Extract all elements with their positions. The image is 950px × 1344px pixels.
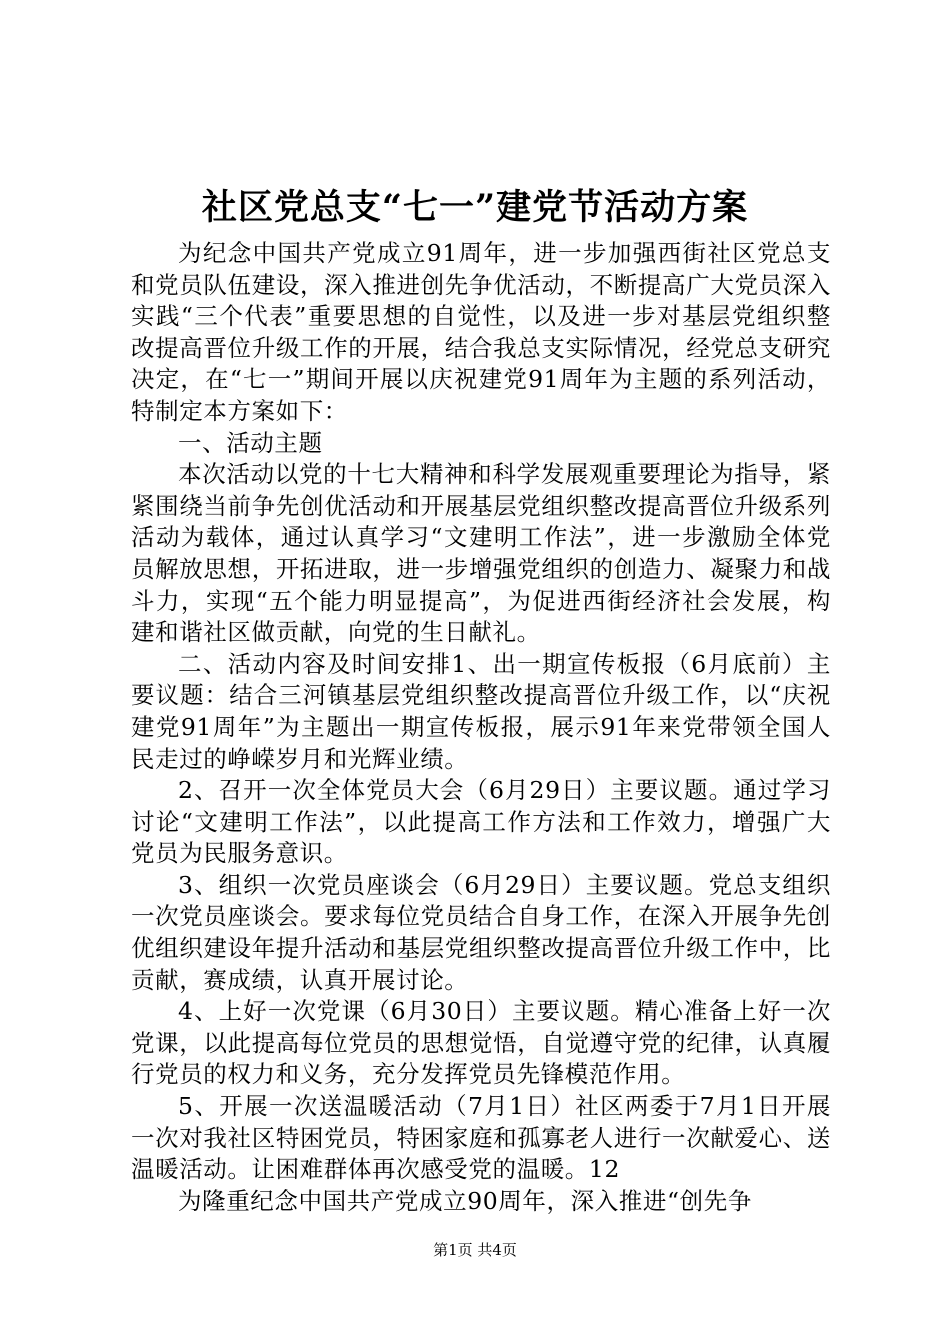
paragraph-schedule-5: 5、开展一次送温暖活动（7月1日）社区两委于7月1日开展一次对我社区特困党员，特困家庭和孤寡老人进行一次献爱心、送温暖活动。让困难群体再次感受党的温暖。12 (131, 1092, 831, 1184)
paragraph-schedule-2: 2、召开一次全体党员大会（6月29日）主要议题。通过学习讨论“文建明工作法”，以此提高工作方法和工作效力，增强广大党员为民服务意识。 (131, 776, 831, 868)
document-body (131, 238, 831, 1217)
paragraph-schedule-3: 3、组织一次党员座谈会（6月29日）主要议题。党总支组织一次党员座谈会。要求每位党员结合自身工作，在深入开展争先创优组织建设年提升活动和基层党组织整改提高晋位升级工作中，比贡献，赛成绩，认真开展讨论。 (131, 870, 831, 994)
document-title: 社区党总支“七一”建党节活动方案 (201, 187, 749, 228)
paragraph-intro: 为纪念中国共产党成立91周年，进一步加强西街社区党总支和党员队伍建设，深入推进创先争优活动，不断提高广大党员深入实践“三个代表”重要思想的自觉性，以及进一步对基层党组织整改提高晋位升级工作的开展，结合我总支实际情况，经党总支研究决定，在“七一”期间开展以庆祝建党91周年为主题的系列活动，特制定本方案如下： (131, 239, 831, 425)
paragraph-schedule-4: 4、上好一次党课（6月30日）主要议题。精心准备上好一次党课，以此提高每位党员的思想觉悟，自觉遵守党的纪律，认真履行党员的权力和义务，充分发挥党员先锋模范作用。 (131, 997, 831, 1089)
paragraph-continued: 为隆重纪念中国共产党成立90周年，深入推进“创先争 (178, 1186, 752, 1215)
section-heading-theme: 一、活动主题 (178, 428, 323, 457)
paragraph-theme: 本次活动以党的十七大精神和科学发展观重要理论为指导，紧紧围绕当前争先创优活动和开展基层党组织整改提高晋位升级系列活动为载体，通过认真学习“文建明工作法”，进一步激励全体党员解放思想，开拓进取，进一步增强党组织的创造力、凝聚力和战斗力，实现“五个能力明显提高”，为促进西街经济社会发展，构建和谐社区做贡献，向党的生日献礼。 (131, 460, 831, 647)
paragraph-schedule-1: 二、活动内容及时间安排1、出一期宣传板报（6月底前）主要议题：结合三河镇基层党组织整改提高晋位升级工作，以“庆祝建党91周年”为主题出一期宣传板报，展示91年来党带领全国人民走过的峥嵘岁月和光辉业绩。 (131, 649, 831, 773)
page-number-footer: 第1页 共4页 (433, 1241, 517, 1259)
